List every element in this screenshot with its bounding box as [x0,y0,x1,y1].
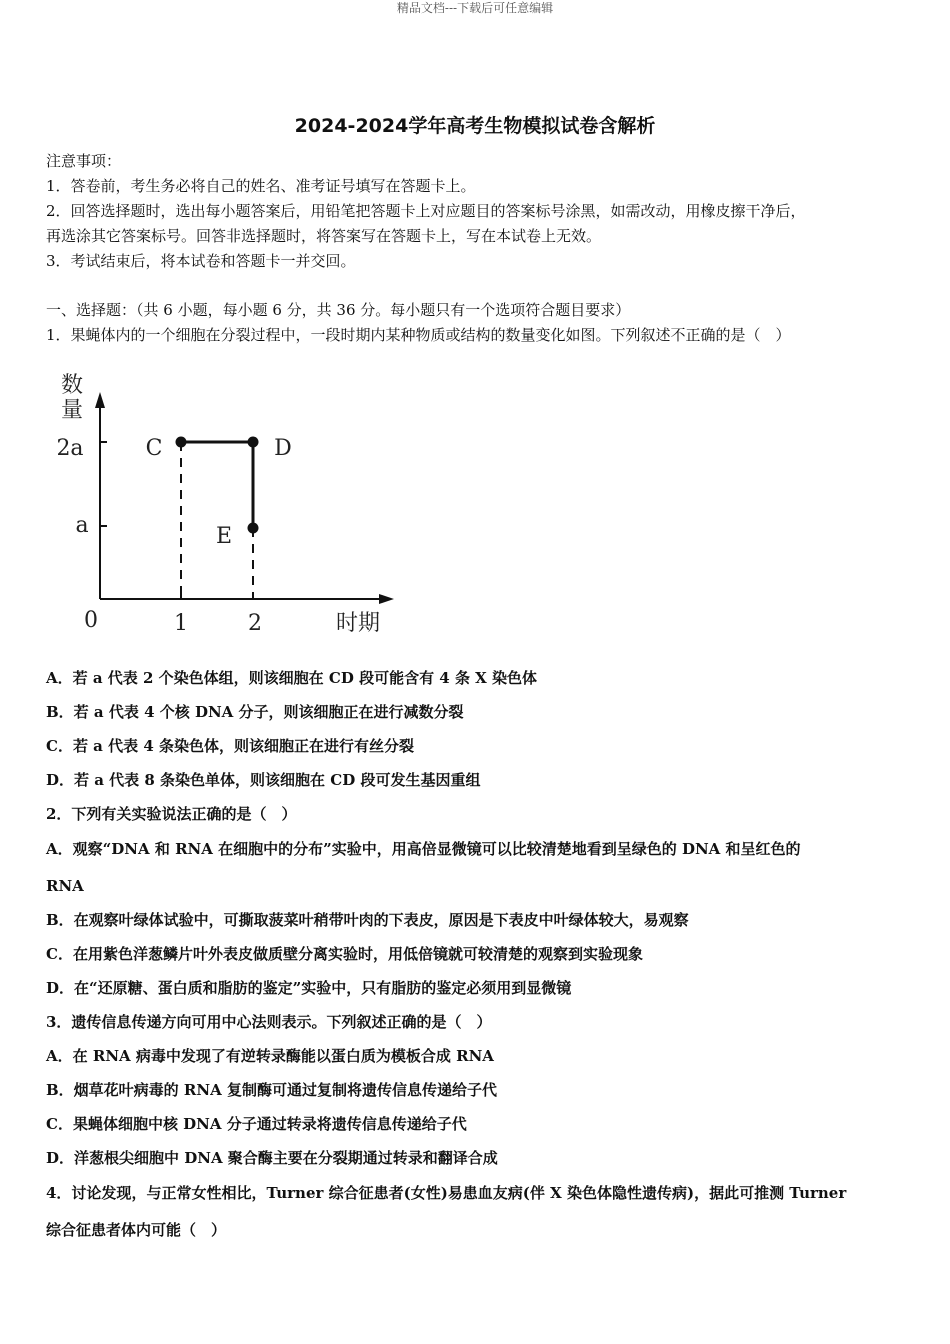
y-tick-label-2a: 2a [56,436,84,461]
notice-item: 2．回答选择题时，选出每小题答案后，用铅笔把答题卡上对应题目的答案标号涂黑，如需改动，用橡皮擦干净后， [46,202,806,220]
quantity-period-figure [40,362,410,642]
point-d [248,437,259,448]
question-4-stem: 4．讨论发现，与正常女性相比，Turner 综合征患者(女性)易患血友病(伴 X 染色体隐性遗传病)，据此可推测 Turner [46,1184,847,1202]
y-axis-label-char: 量 [60,398,84,423]
point-label-e: E [215,524,233,549]
point-c [176,437,187,448]
x-tick-label-1: 1 [174,611,188,636]
page-watermark: 精品文档---下载后可任意编辑 [396,1,554,15]
question-1-option: D．若 a 代表 8 条染色单体，则该细胞在 CD 段可发生基因重组 [46,771,481,789]
question-2-option: B．在观察叶绿体试验中，可撕取菠菜叶稍带叶肉的下表皮，原因是下表皮中叶绿体较大，易观察 [46,911,689,929]
question-2-option: A．观察“DNA 和 RNA 在细胞中的分布”实验中，用高倍显微镜可以比较清楚地看到呈绿色的 DNA 和呈红色的 [46,840,801,858]
question-3-option: A．在 RNA 病毒中发现了有逆转录酶能以蛋白质为模板合成 RNA [46,1047,494,1065]
question-2-stem: 2．下列有关实验说法正确的是（ ） [46,805,297,823]
point-label-d: D [274,436,292,461]
question-2-option: RNA [46,877,84,895]
question-3-option: B．烟草花叶病毒的 RNA 复制酶可通过复制将遗传信息传递给子代 [46,1081,497,1099]
section-heading: 一、选择题：（共 6 小题，每小题 6 分，共 36 分。每小题只有一个选项符合题目要求） [46,301,631,319]
question-1-option: B．若 a 代表 4 个核 DNA 分子，则该细胞正在进行减数分裂 [46,703,464,721]
question-3-stem: 3．遗传信息传递方向可用中心法则表示。下列叙述正确的是（ ） [46,1013,492,1031]
question-3-option: D．洋葱根尖细胞中 DNA 聚合酶主要在分裂期通过转录和翻译合成 [46,1149,498,1167]
notice-heading: 注意事项： [46,152,122,170]
point-label-c: C [145,436,163,461]
y-axis-arrow-icon [95,392,105,408]
notice-item: 再选涂其它答案标号。回答非选择题时，将答案写在答题卡上，写在本试卷上无效。 [46,227,602,245]
document-title: 2024-2024学年高考生物模拟试卷含解析 [294,115,656,137]
notice-item: 3．考试结束后，将本试卷和答题卡一并交回。 [46,252,356,270]
origin-label: 0 [84,608,98,633]
x-axis-label: 时期 [335,611,381,636]
y-axis-label-char: 数 [60,373,84,398]
question-1-stem: 1．果蝇体内的一个细胞在分裂过程中，一段时期内某种物质或结构的数量变化如图。下列叙述不正确的是（ ） [46,326,791,344]
x-axis-arrow-icon [379,594,394,604]
question-1-option: A．若 a 代表 2 个染色体组，则该细胞在 CD 段可能含有 4 条 X 染色体 [46,669,538,687]
question-3-option: C．果蝇体细胞中核 DNA 分子通过转录将遗传信息传递给子代 [46,1115,467,1133]
question-2-option: D．在“还原糖、蛋白质和脂肪的鉴定”实验中，只有脂肪的鉴定必须用到显微镜 [46,979,572,997]
data-line [181,442,253,528]
x-tick-label-2: 2 [248,611,262,636]
point-e [248,523,259,534]
question-2-option: C．在用紫色洋葱鳞片叶外表皮做质壁分离实验时，用低倍镜就可较清楚的观察到实验现象 [46,945,643,963]
question-1-option: C．若 a 代表 4 条染色体，则该细胞正在进行有丝分裂 [46,737,414,755]
question-4-stem: 综合征患者体内可能（ ） [46,1221,227,1239]
y-tick-label-a: a [75,513,89,538]
notice-item: 1．答卷前，考生务必将自己的姓名、准考证号填写在答题卡上。 [46,177,476,195]
